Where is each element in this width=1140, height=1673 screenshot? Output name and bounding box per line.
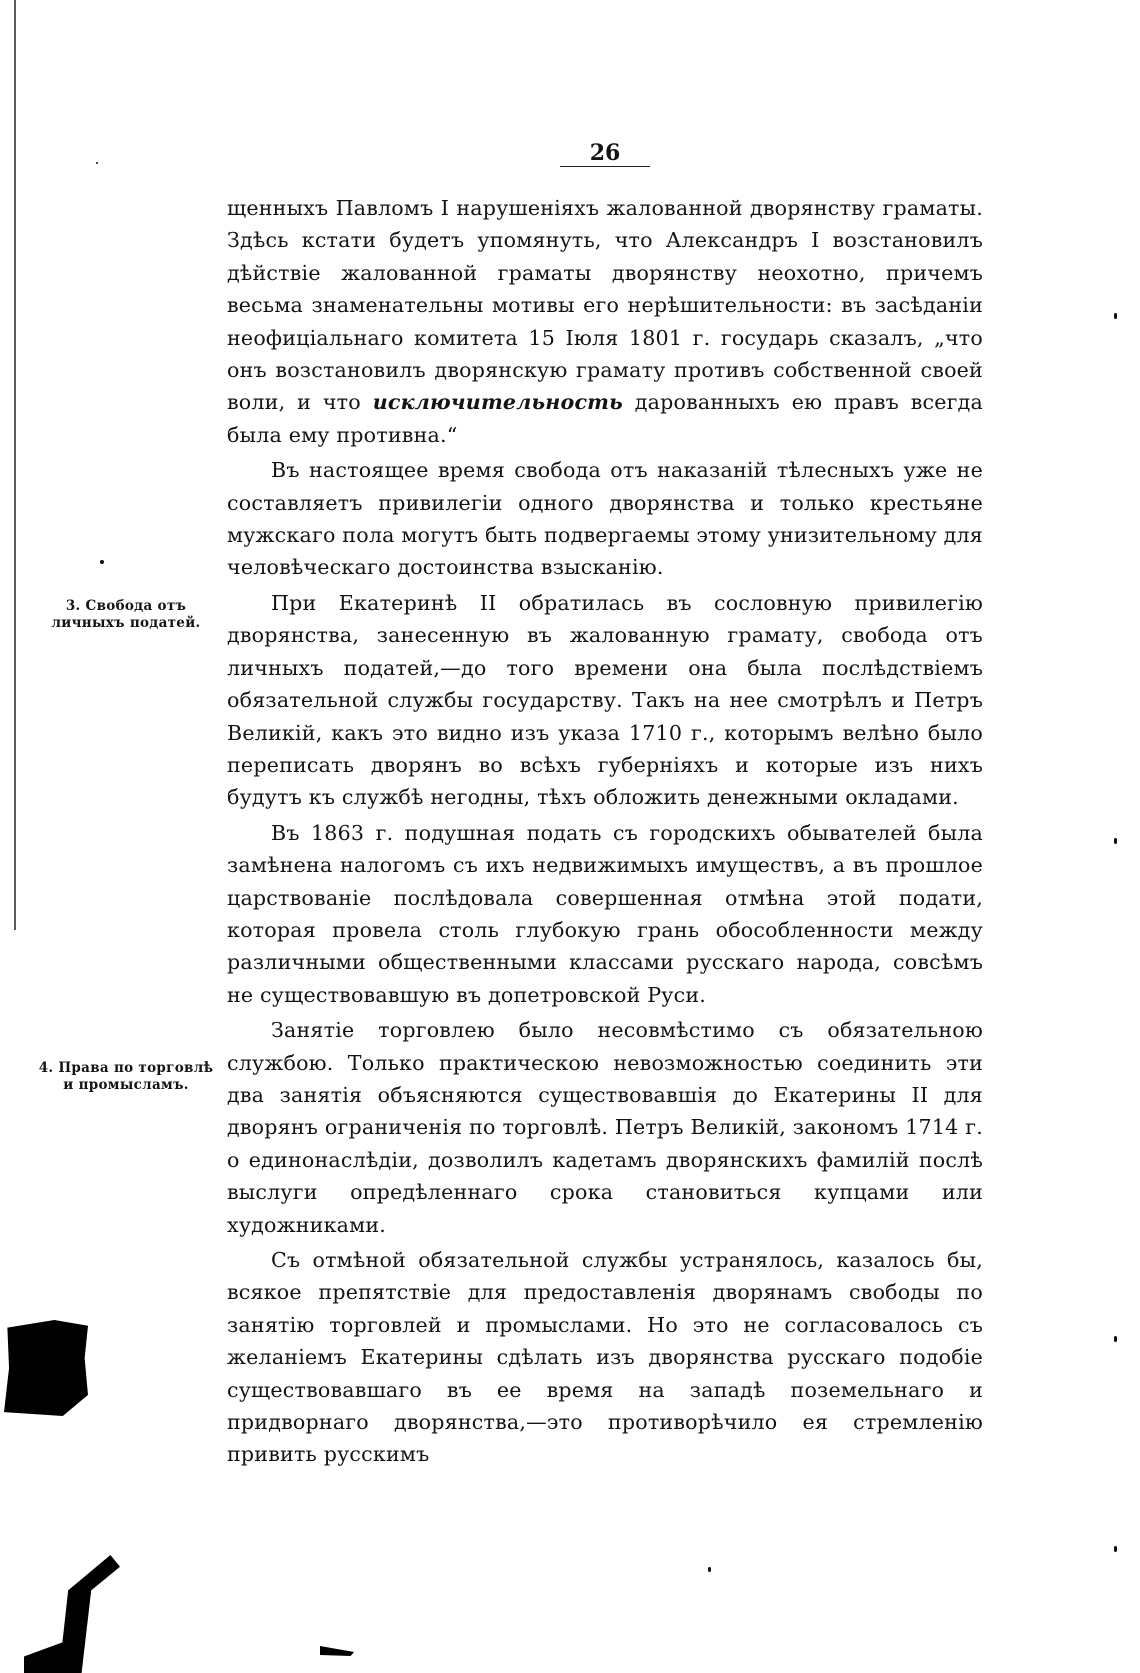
ink-blot	[4, 1320, 88, 1416]
scan-edge-line	[14, 0, 16, 930]
scan-speck	[708, 1567, 711, 1572]
paragraph-1	[227, 192, 983, 451]
ink-blot	[24, 1555, 120, 1673]
paragraph-2: Въ настоящее время свобода отъ наказаній тѣлесныхъ уже не составляетъ привилегіи одного дворянства и только крестьяне мужскаго пола могутъ быть подвергаемы этому унизительному для человѣческаго достоинства взысканію.	[227, 458, 983, 580]
paragraph-4: Въ 1863 г. подушная подать съ городскихъ обывателей была замѣнена налогомъ съ ихъ недвижимыхъ имуществъ, а въ прошлое царствованіе послѣдовала совершенная отмѣна этой подати, которая провела столь глубокую грань обособленности между различными общественными классами русскаго народа, совсѣмъ не существовавшую въ допетровской Руси.	[227, 820, 983, 1007]
scan-speck	[1114, 313, 1117, 319]
page-number-rule	[560, 166, 650, 167]
scan-speck	[1114, 838, 1117, 844]
body-text	[227, 192, 983, 1471]
scan-speck	[100, 560, 104, 564]
scan-speck	[1114, 1546, 1117, 1552]
margin-note-trade-rights: 4. Права по торговлѣ и промысламъ.	[38, 1060, 214, 1093]
paragraph-1-text: щенныхъ Павломъ I нарушеніяхъ жалованной дворянству граматы. Здѣсь кстати будетъ упомянуть, что Александръ I возстановилъ дѣйствіе жалованной грамaты дворянству неохотно, причемъ весьма знаменательны мотивы его нерѣшительности: въ засѣданіи неофиціальнаго комитета 15 Іюля 1801 г. государь сказалъ, „что онъ возстановилъ дворянскую грамату противъ собственной своей воли, и что	[227, 196, 983, 415]
paragraph-1-end: дарованныхъ ею правъ всегда была ему противна.“	[227, 390, 984, 447]
paragraph-3: При Екатеринѣ II обратилась въ сословную привилегію дворянства, занесенную въ жалованную грамату, свобода отъ личныхъ податей,—до того времени она была послѣдствіемъ обязательной службы государству. Такъ на нее смотрѣлъ и Петръ Великій, какъ это видно изъ указа 1710 г., которымъ велѣно было переписать дворянъ во всѣхъ губерніяхъ и которые изъ нихъ будутъ къ службѣ негодны, тѣхъ обложить денежными окладами.	[227, 590, 983, 810]
paragraph-6: Съ отмѣной обязательной службы устранялось, казалось бы, всякое препятствіе для предоставленія дворянамъ свободы по занятію торговлей и промыслами. Но это не согласовалось съ желаніемъ Екатерины сдѣлать изъ дворянства русскаго подобіе существовавшаго въ ее время на западѣ поземельнаго и придворнаго дворянства,—это противорѣчило ея стремленію привить русскимъ	[227, 1248, 983, 1467]
margin-note-personal-taxes: 3. Свобода отъ личныхъ податей.	[51, 598, 201, 631]
page-number: 26	[589, 140, 621, 166]
paragraph-5: Занятіе торговлею было несовмѣстимо съ обязательною службою. Только практическою невозможностью соединить эти два занятія объясняются существовавшія до Екатерины II для дворянъ ограниченія по торговлѣ. Петръ Великій, закономъ 1714 г. о единонаслѣдіи, дозволилъ кадетамъ дворянскихъ фамилій послѣ выслуги опредѣленнаго срока становиться купцами или художниками.	[227, 1018, 983, 1237]
ink-blot	[320, 1646, 354, 1656]
scan-speck	[96, 162, 98, 164]
paragraph-1-emphasis: исключительность	[372, 390, 623, 415]
scan-speck	[1114, 1336, 1117, 1342]
